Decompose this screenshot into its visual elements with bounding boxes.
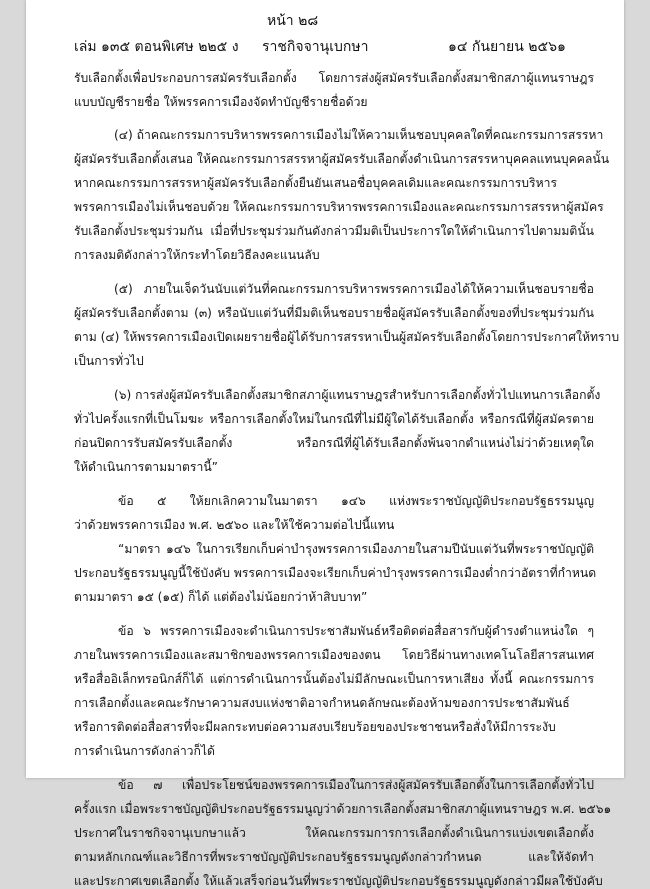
text-line: เป็นการทั่วไป [74, 354, 144, 368]
text-line: การลงมติดังกล่าวให้กระทำโดยวิธีลงคะแนนลับ [74, 248, 320, 262]
document-page [26, 0, 624, 888]
text-line: และประกาศเขตเลือกตั้ง ให้แล้วเสร็จก่อนวันที่พระราชบัญญัติประกอบรัฐธรรมนูญดังกล่าวมีผลใช้บังคับ [74, 874, 603, 888]
text-line: หรือการติดต่อสื่อสารที่จะมีผลกระทบต่อความสงบเรียบร้อยของประชาชนหรือสั่งให้มีการระงับ [74, 720, 556, 734]
volume-label: เล่ม ๑๓๕ ตอนพิเศษ ๒๒๕ ง [74, 39, 239, 55]
text-line: ผู้สมัครรับเลือกตั้งเสนอ ให้คณะกรรมการสรรหาผู้สมัครรับเลือกตั้งดำเนินการสรรหาบุคคลแทนบุคคลนั้น [74, 152, 610, 166]
text-line: หรือสื่ออิเล็กทรอนิกส์ก็ได้ แต่การดำเนินการนั้นต้องไม่มีลักษณะเป็นการหาเสียง ทั้งนี้ คณะกรรมการ [74, 672, 594, 686]
text-line: รับเลือกตั้งเพื่อประกอบการสมัครรับเลือกตั้ง โดยการส่งผู้สมัครรับเลือกตั้งสมาชิกสภาผู้แทนราษฎร [74, 71, 594, 85]
text-line: ผู้สมัครรับเลือกตั้งตาม (๓) หรือนับแต่วันที่มีมติเห็นชอบรายชื่อผู้สมัครรับเลือกตั้งของที่ประชุมร่วมกัน [74, 306, 594, 320]
text-line: ข้อ ๖ พรรคการเมืองจะดำเนินการประชาสัมพันธ์หรือติดต่อสื่อสารกับผู้ดำรงตำแหน่งใด ๆ [118, 624, 594, 638]
text-line: ตามมาตรา ๑๕ (๑๕) ก็ได้ แต่ต้องไม่น้อยกว่าห้าสิบบาท” [74, 590, 368, 604]
text-line: แบบบัญชีรายชื่อ ให้พรรคการเมืองจัดทำบัญชีรายชื่อด้วย [74, 95, 368, 109]
gazette-title: ราชกิจจานุเบกษา [262, 39, 369, 55]
text-line: ตามหลักเกณฑ์และวิธีการที่พระราชบัญญัติประกอบรัฐธรรมนูญดังกล่าวกำหนด และให้จัดทำ [74, 850, 594, 864]
text-line: ให้ดำเนินการตามมาตรานี้” [74, 460, 218, 474]
text-line: ประกาศในราชกิจจานุเบกษาแล้ว ให้คณะกรรมการการเลือกตั้งดำเนินการแบ่งเขตเลือกตั้ง [74, 826, 594, 840]
text-line: (๖) การส่งผู้สมัครรับเลือกตั้งสมาชิกสภาผู้แทนราษฎรสำหรับการเลือกตั้งทั่วไปแทนการเลือกตั้ง [114, 388, 601, 402]
text-line: หากคณะกรรมการสรรหาผู้สมัครรับเลือกตั้งยืนยันเสนอชื่อบุคคลเดิมและคณะกรรมการบริหาร [74, 176, 558, 190]
text-line: ก่อนปิดการรับสมัครรับเลือกตั้ง หรือกรณีที่ผู้ได้รับเลือกตั้งพ้นจากตำแหน่งไม่ว่าด้วยเหตุใด [74, 436, 594, 450]
text-line: รับเลือกตั้งประชุมร่วมกัน เมื่อที่ประชุมร่วมกันดังกล่าวมีมติเป็นประการใดให้ดำเนินการไปตามมตินั้น [74, 224, 594, 238]
text-line: ว่าด้วยพรรคการเมือง พ.ศ. ๒๕๖๐ และให้ใช้ความต่อไปนี้แทน [74, 518, 395, 532]
text-line: การเลือกตั้งและคณะรักษาความสงบแห่งชาติอาจกำหนดลักษณะต้องห้ามของการประชาสัมพันธ์ [74, 696, 570, 710]
text-line: การดำเนินการดังกล่าวก็ได้ [74, 744, 215, 758]
text-line: ครั้งแรก เมื่อพระราชบัญญัติประกอบรัฐธรรมนูญว่าด้วยการเลือกตั้งสมาชิกสภาผู้แทนราษฎร พ.ศ. ๒๕๖๑ [74, 802, 612, 816]
text-line: ข้อ ๗ เพื่อประโยชน์ของพรรคการเมืองในการส่งผู้สมัครรับเลือกตั้งในการเลือกตั้งทั่วไป [118, 778, 594, 792]
issue-date: ๑๔ กันยายน ๒๕๖๑ [448, 39, 566, 55]
text-line: พรรคการเมืองไม่เห็นชอบด้วย ให้คณะกรรมการบริหารพรรคการเมืองและคณะกรรมการสรรหาผู้สมัคร [74, 200, 604, 214]
text-line: ประกอบรัฐธรรมนูญนี้ใช้บังคับ พรรคการเมืองจะเรียกเก็บค่าบำรุงพรรคการเมืองต่ำกว่าอัตราที่กำหนด [74, 566, 597, 580]
text-line: (๔) ถ้าคณะกรรมการบริหารพรรคการเมืองไม่ให้ความเห็นชอบบุคคลใดที่คณะกรรมการสรรหา [114, 128, 604, 142]
page-number: หน้า ๒๘ [267, 13, 319, 29]
text-line: “มาตรา ๑๔๖ ในการเรียกเก็บค่าบำรุงพรรคการเมืองภายในสามปีนับแต่วันที่พระราชบัญญัติ [118, 542, 594, 556]
text-line: ตาม (๔) ให้พรรคการเมืองเปิดเผยรายชื่อผู้ได้รับการสรรหาเป็นผู้สมัครรับเลือกตั้งโดยการประกาศให้ทราบ [74, 330, 620, 344]
text-line: ภายในพรรคการเมืองและสมาชิกของพรรคการเมืองของตน โดยวิธีผ่านทางเทคโนโลยีสารสนเทศ [74, 648, 594, 662]
text-line: ข้อ ๕ ให้ยกเลิกความในมาตรา ๑๔๖ แห่งพระราชบัญญัติประกอบรัฐธรรมนูญ [118, 494, 594, 508]
text-line: (๕) ภายในเจ็ดวันนับแต่วันที่คณะกรรมการบริหารพรรคการเมืองได้ให้ความเห็นชอบรายชื่อ [114, 282, 594, 296]
text-line: ทั่วไปครั้งแรกที่เป็นโมฆะ หรือการเลือกตั้งใหม่ในกรณีที่ไม่มีผู้ใดได้รับเลือกตั้ง หรือกรณีที่ผู้สมัครตาย [74, 412, 594, 426]
